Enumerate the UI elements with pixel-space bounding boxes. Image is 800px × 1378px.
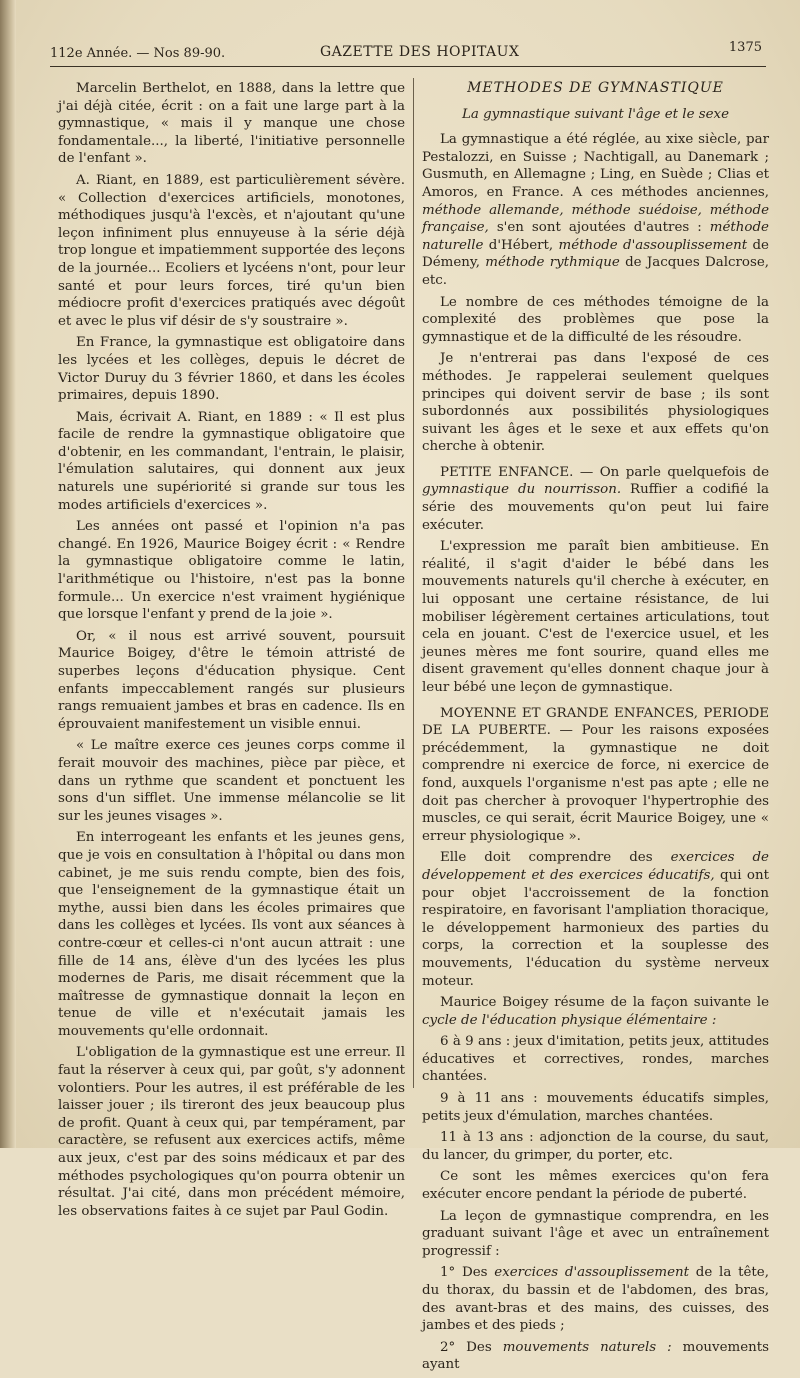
section-subtitle: La gymnastique suivant l'âge et le sexe	[461, 106, 730, 122]
issue-info: 112e Année. — Nos 89-90.	[50, 46, 226, 61]
paragraph: Marcelin Berthelot, en 1888, dans la lettre que j'ai déjà citée, écrit : on a fait une large part à la gymnastique, « mais il y manque une chose fondamentale..., la liberté, l'initiative personnelle de l'enfant ».	[58, 81, 405, 167]
paragraph	[422, 1264, 769, 1334]
text-run: 2° Des	[440, 1339, 492, 1355]
paragraph	[422, 464, 769, 534]
italic-run: méthode allemande, méthode suédoise, méthode française,	[422, 202, 769, 236]
paragraph: Le nombre de ces méthodes témoigne de la complexité des problèmes que pose la gymnastique et de la difficulté de les résoudre.	[422, 294, 769, 345]
paragraph: L'expression me paraît bien ambitieuse. En réalité, il s'agit d'aider le bébé dans les mouvements naturels qu'il cherche à exécuter, en lui opposant une certaine résistance, de lui mobiliser légèrement certaines articulations, tout cela en jouant. C'est de l'exercice usuel, et les jeunes mères me font sourire, quand elles me disent gravement qu'elles donnent chaque jour à leur bébé une leçon de gymnastique.	[422, 539, 769, 695]
paragraph: En France, la gymnastique est obligatoire dans les lycées et les collèges, depuis le décret de Victor Duruy du 3 février 1860, et dans les écoles primaires, depuis 1890.	[58, 335, 405, 404]
paragraph: Or, « il nous est arrivé souvent, poursuit Maurice Boigey, d'être le témoin attristé de superbes leçons d'éducation physique. Cent enfants impeccablement rangés sur plusieurs rangs remuaient jambes et bras en cadence. Ils en éprouvaient manifestement un visible ennui.	[58, 628, 405, 732]
text-run: de Démeny,	[422, 237, 769, 271]
page-spine-shadow	[0, 0, 16, 1148]
paragraph	[422, 1339, 769, 1374]
italic-run: méthode naturelle	[422, 220, 769, 253]
italic-run: exercices de développement et des exercices éducatifs,	[422, 850, 769, 883]
paragraph: MOYENNE ET GRANDE ENFANCES, PERIODE DE LA PUBERTE. — Pour les raisons exposées précédemment, la gymnastique ne doit comprendre ni exercice de force, ni exercice de fond, auxquels l'organisme n'est pas apte ; elle ne doit pas chercher à provoquer l'hypertrophie des muscles, ce qui serait, écrit Maurice Boigey, une « erreur physiologique ».	[422, 705, 769, 844]
paragraph: En interrogeant les enfants et les jeunes gens, que je vois en consultation à l'hôpital ou dans mon cabinet, je me suis rendu compte, bien des fois, que l'enseignement de la gymnastique était un mythe, aussi bien dans les écoles primaires que dans les collèges et lycées. Ils vont aux séances à contre-cœur et celles-ci n'ont aucun attrait : une fille de 14 ans, élève d'un des lycées les plus modernes de Paris, me disait récemment que la maîtresse de gymnastique donnait la leçon en tenue de ville et n'exécutait jamais les mouvements qu'elle ordonnait.	[58, 830, 405, 1039]
text-run: La gymnastique a été réglée, au xixe siècle, par Pestalozzi, en Suisse ; Nachtigall, au Danemark ; Gusmuth, en Allemagne ; Ling, en Suède ; Clias et Amoros, en France. A ces méthodes anciennes,	[422, 132, 769, 200]
italic-run: méthode rythmique	[485, 255, 620, 271]
text-run: mouvements ayant	[422, 1339, 769, 1373]
text-run: s'en sont ajoutées d'autres :	[496, 220, 702, 236]
italic-run: mouvements naturels :	[502, 1339, 672, 1355]
paragraph: 6 à 9 ans : jeux d'imitation, petits jeux, attitudes éducatives et correctives, rondes, marches chantées.	[422, 1034, 769, 1085]
page-number: 1375	[728, 40, 762, 55]
text-run: Maurice Boigey résume de la façon suivante le	[440, 995, 769, 1011]
paragraph: 11 à 13 ans : adjonction de la course, du saut, du lancer, du grimper, du porter, etc.	[422, 1130, 769, 1163]
italic-run: exercices d'assouplissement	[494, 1265, 690, 1281]
paragraph: Ce sont les mêmes exercices qu'on fera exécuter encore pendant la période de puberté.	[422, 1169, 769, 1203]
journal-title: GAZETTE DES HOPITAUX	[320, 44, 520, 60]
text-run: 1° Des	[440, 1265, 488, 1281]
text-run: Ruffier a codifié la série des mouvements qu'on peut lui faire exécuter.	[422, 482, 770, 533]
paragraph: La leçon de gymnastique comprendra, en les graduant suivant l'âge et avec un entraînement progressif :	[422, 1208, 769, 1259]
paragraph: Je n'entrerai pas dans l'exposé de ces méthodes. Je rappelerai seulement quelques principes qui doivent servir de base ; ils sont subordonnés aux possibilités physiologiques suivant les âges et le sexe et aux effets qu'on cherche à obtenir.	[422, 351, 769, 455]
section-title: METHODES DE GYMNASTIQUE	[467, 80, 724, 96]
italic-run: gymnastique du nourrisson.	[422, 482, 622, 498]
right-column	[422, 80, 769, 1378]
text-run: PETITE ENFANCE. — On parle quelquefois de	[440, 464, 769, 480]
paragraph	[422, 994, 769, 1029]
italic-run: cycle de l'éducation physique élémentaire :	[422, 1012, 717, 1028]
page-header	[50, 38, 766, 67]
text-run: qui ont pour objet l'accroissement de la fonction respiratoire, en favorisant l'ampliation thoracique, le développement harmonieux des parties du corps, la correction et la souplesse des mouvements, l'éducation du système nerveux moteur.	[422, 867, 769, 989]
text-run: Elle doit comprendre des	[440, 850, 653, 866]
text-run: d'Hébert,	[488, 237, 554, 253]
italic-run: méthode d'assouplissement	[558, 237, 748, 253]
left-column	[58, 80, 405, 1224]
paragraph	[422, 849, 769, 990]
column-divider	[413, 78, 414, 1088]
paragraph: « Le maître exerce ces jeunes corps comme il ferait mouvoir des machines, pièce par pièce, et dans un rythme que scandent et ponctuent les sons d'un sifflet. Une immense mélancolie se lit sur les jeunes visages ».	[58, 738, 405, 824]
paragraph: Les années ont passé et l'opinion n'a pas changé. En 1926, Maurice Boigey écrit : « Rendre la gymnastique obligatoire comme le latin, l'arithmétique ou l'histoire, n'est pas la bonne formule... Un exercice n'est vraiment hygiénique que lorsque l'enfant y prend de la joie ».	[58, 519, 405, 623]
paragraph: Mais, écrivait A. Riant, en 1889 : « Il est plus facile de rendre la gymnastique obligatoire que d'obtenir, en les commandant, l'entrain, le plaisir, l'émulation salutaires, qui donnent aux jeux naturels une supériorité si grande sur tous les modes artificiels d'exercices ».	[58, 409, 405, 513]
paragraph: 9 à 11 ans : mouvements éducatifs simples, petits jeux d'émulation, marches chantées.	[422, 1091, 769, 1124]
paragraph: A. Riant, en 1889, est particulièrement sévère. « Collection d'exercices artificiels, monotones, méthodiques jusqu'à l'excès, et n'ajoutant qu'une leçon infiniment plus ennuyeuse à la série déjà trop longue et impatiemment supportée des leçons de la journée... Ecoliers et lycéens n'ont, pour leur santé et pour leurs forces, tiré qu'un bien médiocre profit d'exercices pratiqués avec dégoût et avec le plus vif désir de s'y soustraire ».	[58, 172, 405, 329]
text-run: de Jacques Dalcrose, etc.	[422, 255, 770, 288]
paragraph	[422, 131, 769, 289]
text-run: de la tête, du thorax, du bassin et de l'abdomen, des bras, des avant-bras et des mains, des cuisses, des jambes et des pieds ;	[422, 1265, 769, 1334]
paragraph: L'obligation de la gymnastique est une erreur. Il faut la réserver à ceux qui, par goût, s'y adonnent volontiers. Pour les autres, il est préférable de les laisser jouer ; ils tireront des jeux beaucoup plus de profit. Quant à ceux qui, par tempérament, par caractère, se refusent aux exercices actifs, même aux jeux, c'est par des soins médicaux et par des méthodes psychologiques qu'on pourra obtenir un résultat. J'ai cité, dans mon précédent mémoire, les observations faites à ce sujet par Paul Godin.	[58, 1045, 405, 1219]
